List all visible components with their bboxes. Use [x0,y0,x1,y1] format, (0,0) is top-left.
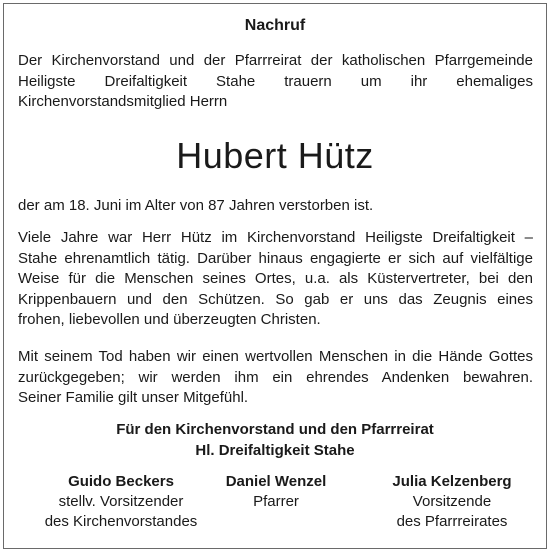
signatory-role: des Kirchenvorstandes [44,513,198,530]
signatory-name: Julia Kelzenberg [392,473,512,490]
gratitude-line: zurückgegeben; wir werden ihm ein ehrendes Andenken bewahren. [18,368,533,386]
intro-line: Der Kirchenvorstand und der Pfarrreirat der katholischen Pfarrgemeinde [18,52,533,69]
gratitude-line: Mit seinem Tod haben wir einen wertvollen Menschen in die Hände Gottes [18,348,533,365]
signatory-name: Guido Beckers [68,473,174,490]
deceased-name: Hubert Hütz [176,135,374,176]
death-line: der am 18. Juni im Alter von 87 Jahren verstorben ist. [18,197,374,214]
obituary-notice [3,3,547,549]
closing-line: Hl. Dreifaltigkeit Stahe [195,442,355,459]
tribute-line: frohen, liebevollen und überzeugten Christen. [18,311,321,328]
death-paragraph [18,196,533,217]
signatory-role: stellv. Vorsitzender [58,493,184,510]
tribute-line: Krippenbauern und den Schützen. So gab er uns das Zeugnis eines [18,290,533,308]
signatory-name: Daniel Wenzel [225,473,327,490]
intro-line: Heiligste Dreifaltigkeit Stahe trauern um ihr ehemaliges [18,72,533,90]
tribute-line: Weise für die Menschen seines Ortes, u.a. als Küstervertreter, bei den [18,270,533,287]
signatory-wenzel [191,472,361,512]
intro-paragraph [18,51,533,113]
signatory-role: Pfarrer [253,493,299,510]
signatory-kelzenberg [362,472,542,532]
signatory-role: des Pfarrreirates [396,513,508,530]
intro-line: Kirchenvorstandsmitglied Herrn [18,93,228,110]
closing-line: Für den Kirchenvorstand und den Pfarrreirat [116,421,434,438]
tribute-paragraph [18,228,533,331]
gratitude-line: Seiner Familie gilt unser Mitgefühl. [18,389,249,406]
tribute-line: Viele Jahre war Herr Hütz im Kirchenvorstand Heiligste Dreifaltigkeit – [18,229,533,246]
signatory-role: Vorsitzende [412,493,492,510]
notice-heading: Nachruf [244,17,306,34]
tribute-line: Stahe ehrenamtlich tätig. Darüber hinaus engagierte er sich auf vielfältige [18,249,533,267]
gratitude-paragraph [18,347,533,409]
